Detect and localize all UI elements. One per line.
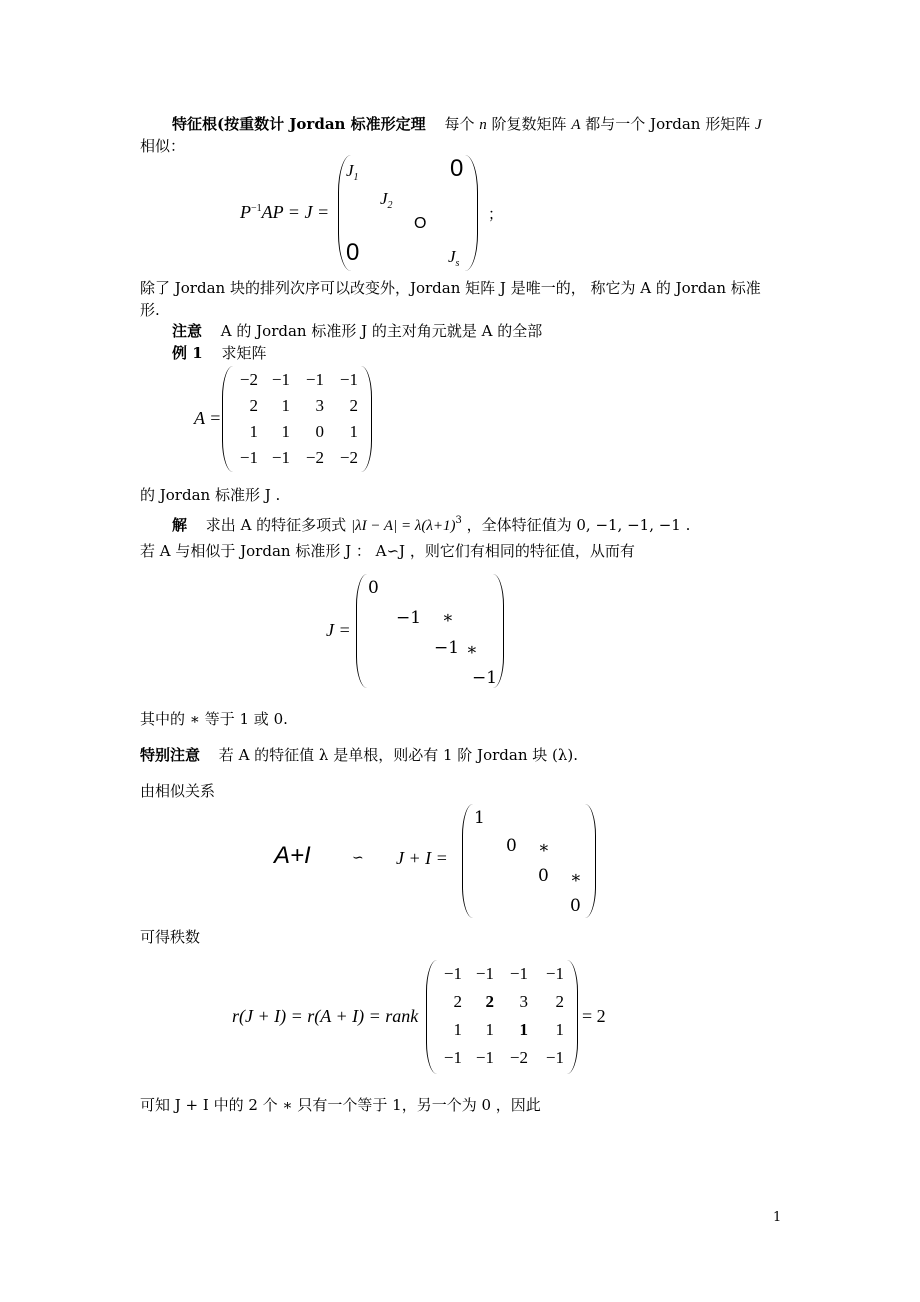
matrix-a-lhs: A =	[194, 408, 222, 428]
note-label: 注意	[172, 322, 203, 340]
rank-matrix	[426, 960, 578, 1076]
note-text: A 的 Jordan 标准形 J 的主对角元就是 A 的全部	[220, 322, 543, 340]
jordan-lhs	[240, 202, 329, 223]
matrix-cell: −1	[305, 370, 324, 389]
matrix-cell: −1	[545, 964, 564, 983]
theorem-text: 阶复数矩阵	[491, 115, 567, 133]
matrix-j-plus-i	[462, 804, 596, 920]
note-line	[172, 320, 542, 341]
jordan-block-matrix	[338, 155, 478, 273]
matrix-j-lhs: J =	[326, 620, 351, 640]
matrix-cell: 1	[453, 1020, 462, 1039]
dots-symbol: O	[414, 215, 427, 232]
var-a: A	[571, 117, 581, 133]
matrix-cell: 0	[538, 866, 549, 886]
example-line	[172, 342, 266, 363]
inverse-exp: −1	[251, 203, 262, 214]
theorem-text: 每个	[444, 115, 475, 133]
j-plus-i-lhs: J + I =	[396, 848, 448, 868]
matrix-j	[356, 574, 504, 690]
example-label: 例 1	[172, 344, 203, 362]
special-text: 若 A 的特征值 λ 是单根，则必有 1 阶 Jordan 块 (λ).	[218, 746, 578, 764]
eigenvalues-text: ，全体特征值为 0, −1, −1, −1 .	[466, 516, 691, 534]
uniqueness-line-2: 形.	[140, 301, 160, 319]
char-poly: |λI − A| = λ(λ+1)	[350, 518, 456, 534]
special-note	[140, 744, 578, 765]
matrix-cell: 1	[349, 422, 358, 441]
matrix-cell: 3	[519, 992, 528, 1011]
matrix-cell: 0	[315, 422, 324, 441]
matrix-cell: 2	[453, 992, 462, 1011]
theorem-line	[172, 113, 762, 134]
matrix-cell: −2	[239, 370, 258, 389]
matrix-cell: −2	[305, 448, 324, 467]
block-j1: $J_1$	[346, 161, 359, 183]
star-note: 其中的 ∗ 等于 1 或 0.	[140, 710, 288, 728]
uniqueness-line: 除了 Jordan 块的排列次序可以改变外，Jordan 矩阵 J 是唯一的， 称它为 A 的 Jordan 标准	[140, 279, 761, 297]
matrix-cell: 0	[368, 578, 379, 598]
matrix-cell: ∗	[466, 640, 478, 660]
matrix-cell: 1	[281, 396, 290, 415]
solution-line-2: 若 A 与相似于 Jordan 标准形 J ： A∽J ，则它们有相同的特征值，从而有	[140, 542, 635, 560]
rank-intro: 可得秩数	[140, 928, 201, 946]
zero-top-right: 0	[450, 155, 464, 182]
matrix-cell: 2	[485, 992, 494, 1011]
matrix-cell: ∗	[570, 868, 582, 888]
matrix-cell: −2	[509, 1048, 528, 1067]
matrix-cell: −1	[271, 448, 290, 467]
matrix-cell: 1	[474, 808, 485, 828]
matrix-cell: −1	[271, 370, 290, 389]
example-after: 的 Jordan 标准形 J .	[140, 486, 281, 504]
matrix-cell: −1	[472, 668, 498, 688]
matrix-cell: ∗	[538, 838, 550, 858]
matrix-cell: 2	[555, 992, 564, 1011]
rank-expr: r(J + I) = r(A + I) = rank	[232, 1006, 419, 1026]
a-plus-i: A+I	[274, 842, 311, 869]
matrix-cell: −1	[339, 370, 358, 389]
theorem-text: 都与一个 Jordan 形矩阵	[585, 115, 751, 133]
matrix-cell: 1	[519, 1020, 528, 1039]
block-js: $J_s$	[448, 247, 460, 269]
p-symbol: P	[240, 202, 251, 222]
solution-label: 解	[172, 516, 188, 534]
matrix-cell: −1	[396, 608, 422, 628]
matrix-cell: −1	[475, 1048, 494, 1067]
zero-bottom-left: 0	[346, 239, 360, 266]
example-text: 求矩阵	[221, 344, 267, 362]
matrix-a	[222, 366, 372, 474]
var-n: n	[479, 117, 487, 133]
conclusion: 可知 J + I 中的 2 个 ∗ 只有一个等于 1，另一个为 0 ，因此	[140, 1096, 541, 1114]
matrix-cell: −1	[443, 1048, 462, 1067]
matrix-cell: 0	[506, 836, 517, 856]
similar-symbol: ∽	[352, 850, 364, 866]
matrix-cell: −1	[443, 964, 462, 983]
matrix-cell: −1	[475, 964, 494, 983]
semicolon: ；	[488, 205, 504, 223]
matrix-cell: 1	[249, 422, 258, 441]
var-j: J	[755, 117, 762, 133]
page-number: 1	[773, 1210, 782, 1225]
jordan-eq: AP = J =	[261, 202, 330, 222]
matrix-cell: −1	[545, 1048, 564, 1067]
matrix-cell: 1	[281, 422, 290, 441]
solution-line	[172, 514, 690, 535]
matrix-cell: 0	[570, 896, 581, 916]
matrix-cell: 1	[555, 1020, 564, 1039]
matrix-cell: −2	[339, 448, 358, 467]
matrix-cell: −1	[434, 638, 460, 658]
matrix-cell: 2	[249, 396, 258, 415]
theorem-similar: 相似：	[140, 137, 186, 155]
matrix-cell: −1	[509, 964, 528, 983]
matrix-cell: −1	[239, 448, 258, 467]
matrix-cell: 1	[485, 1020, 494, 1039]
rank-result: = 2	[582, 1006, 606, 1026]
poly-exponent: 3	[455, 515, 462, 526]
theorem-title: 特征根(按重数计 Jordan 标准形定理	[172, 115, 426, 133]
similar-intro: 由相似关系	[140, 782, 216, 800]
solution-text: 求出 A 的特征多项式	[205, 516, 347, 534]
matrix-cell: 3	[315, 396, 324, 415]
block-j2: $J_2$	[380, 189, 393, 211]
special-label: 特别注意	[140, 746, 201, 764]
matrix-cell: 2	[349, 396, 358, 415]
matrix-cell: ∗	[442, 608, 454, 628]
